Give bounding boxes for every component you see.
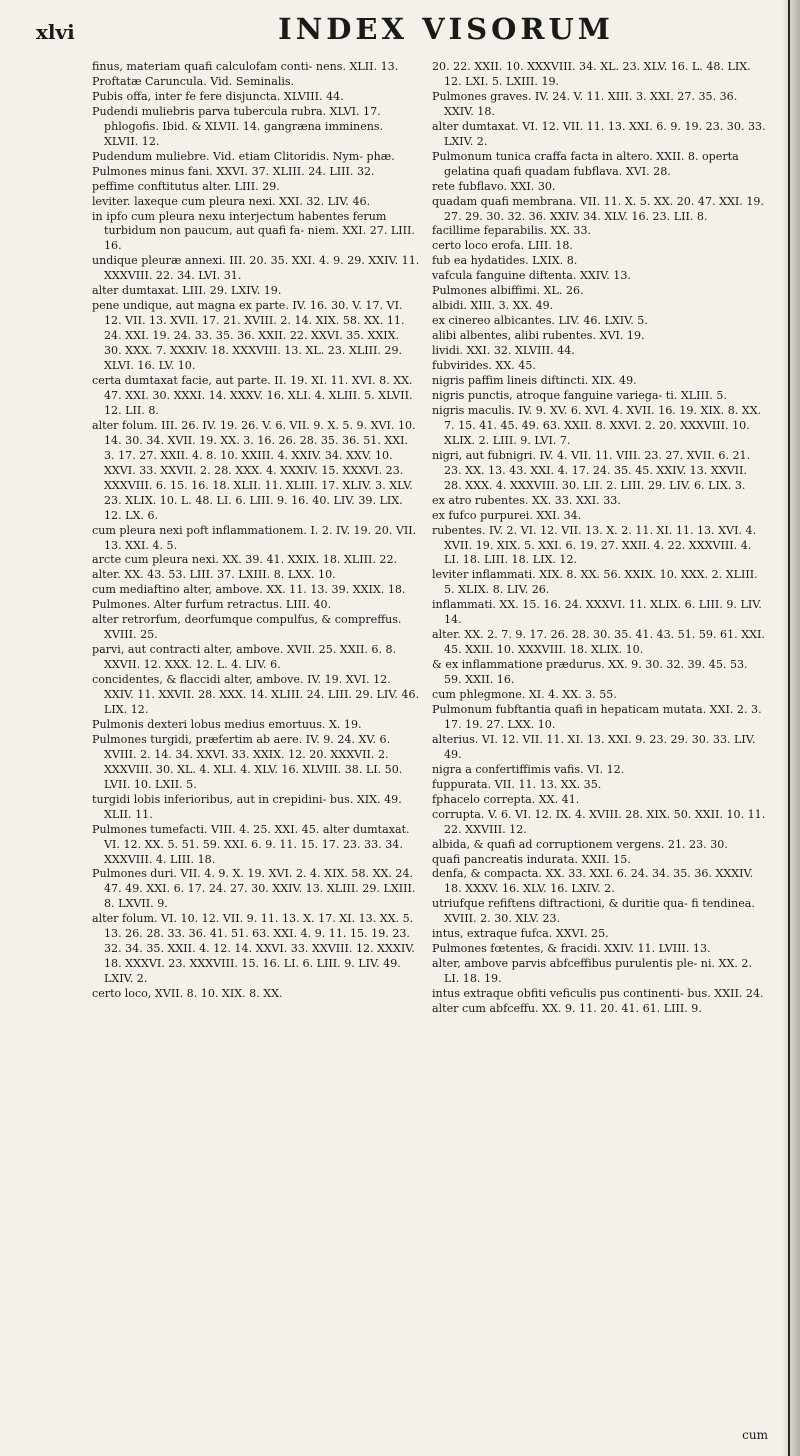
index-entry: cum phlegmone. XI. 4. XX. 3. 55. <box>432 688 617 702</box>
page-edge-shadow <box>782 0 800 1456</box>
index-entry: in ipfo cum pleura nexu interjectum habentes ferum turbidum non paucum, aut quafi fa- niem. XXI. 27. LIII. 16. <box>92 209 415 253</box>
index-entry: Pulmones fœtentes, & fracidi. XXIV. 11. LVIII. 13. <box>432 942 711 956</box>
page-number: xlvi <box>36 20 75 44</box>
index-entry: alter. XX. 2. 7. 9. 17. 26. 28. 30. 35. 41. 43. 51. 59. 61. XXI. 45. XXII. 10. XXXVIII. 18. XLIX. 10. <box>432 628 765 657</box>
index-entry: corrupta. V. 6. VI. 12. IX. 4. XVIII. 28. XIX. 50. XXII. 10. 11. 22. XXVIII. 12. <box>432 807 766 836</box>
index-entry: leviter inflammati. XIX. 8. XX. 56. XXIX. 10. XXX. 2. XLIII. 5. XLIX. 8. LIV. 26. <box>432 568 758 597</box>
index-entry: Pulmonum tunica craffa facta in altero. XXII. 8. operta gelatina quafi quadam fubflava. XVI. 28. <box>432 149 739 178</box>
index-entry: certo loco, XVII. 8. 10. XIX. 8. XX. <box>92 987 283 1001</box>
index-entry: Pulmones duri. VII. 4. 9. X. 19. XVI. 2. 4. XIX. 58. XX. 24. 47. 49. XXI. 6. 17. 24. 27. 30. XXIV. 13. XLIII. 29. LXIII. 8. LXVII. 9. <box>92 867 416 911</box>
right-column <box>432 60 768 1017</box>
page-edge-line <box>788 0 790 1456</box>
index-entry: cum pleura nexi poft inflammationem. I. 2. IV. 19. 20. VII. 13. XXI. 4. 5. <box>92 523 417 552</box>
index-entry: ex fufco purpurei. XXI. 34. <box>432 508 582 522</box>
index-entry: albidi. XIII. 3. XX. 49. <box>432 299 554 313</box>
index-entry: alter. XX. 43. 53. LIII. 37. LXIII. 8. LXX. 10. <box>92 568 336 582</box>
running-title: INDEX VISORUM <box>278 12 614 46</box>
index-entry: facillime feparabilis. XX. 33. <box>432 224 592 238</box>
index-entry: ex cinereo albicantes. LIV. 46. LXIV. 5. <box>432 314 648 328</box>
index-entry: Pudendum muliebre. Vid. etiam Clitoridis. Nym- phæ. <box>92 149 395 163</box>
index-entry: leviter. laxeque cum pleura nexi. XXI. 32. LIV. 46. <box>92 194 371 208</box>
index-entry: fphacelo correpta. XX. 41. <box>432 792 580 806</box>
index-entry: undique pleuræ annexi. III. 20. 35. XXI. 4. 9. 29. XXIV. 11. XXXVIII. 22. 34. LVI. 31. <box>92 254 420 283</box>
left-column <box>92 60 420 1002</box>
index-entry: nigris punctis, atroque fanguine variega- ti. XLIII. 5. <box>432 388 727 402</box>
index-entry: fub ea hydatides. LXIX. 8. <box>432 254 578 268</box>
index-entry: ex atro rubentes. XX. 33. XXI. 33. <box>432 493 621 507</box>
index-entry: Pulmones tumefacti. VIII. 4. 25. XXI. 45. alter dumtaxat. VI. 12. XX. 5. 51. 59. XXI. 6. 9. 11. 15. 17. 23. 33. 34. XXXVIII. 4. LIII. 18. <box>92 822 410 866</box>
index-entry: inflammati. XX. 15. 16. 24. XXXVI. 11. XLIX. 6. LIII. 9. LIV. 14. <box>432 598 762 627</box>
index-entry: Pubis offa, inter fe fere disjuncta. XLVIII. 44. <box>92 89 344 103</box>
index-entry: 20. 22. XXII. 10. XXXVIII. 34. XL. 23. XLV. 16. L. 48. LIX. 12. LXI. 5. LXIII. 19. <box>432 60 751 88</box>
index-entry: finus, materiam quafi calculofam conti- nens. XLII. 13. <box>92 60 399 73</box>
index-entry: lividi. XXI. 32. XLVIII. 44. <box>432 344 575 358</box>
index-entry: nigris maculis. IV. 9. XV. 6. XVI. 4. XVII. 16. 19. XIX. 8. XX. 7. 15. 41. 45. 49. 63. XXII. 8. XXVI. 2. 20. XXXVIII. 10. XLIX. 2. LIII. 9. LVI. 7. <box>432 403 762 447</box>
index-entry: parvi, aut contracti alter, ambove. XVII. 25. XXII. 6. 8. XXVII. 12. XXX. 12. L. 4. LIV. 6. <box>92 643 397 672</box>
index-entry: peffime conftitutus alter. LIII. 29. <box>92 179 280 193</box>
page-header <box>36 12 766 52</box>
index-entry: nigris paffim lineis diftincti. XIX. 49. <box>432 374 637 388</box>
index-entry: Pulmones albiffimi. XL. 26. <box>432 284 584 298</box>
index-entry: alter dumtaxat. VI. 12. VII. 11. 13. XXI. 6. 9. 19. 23. 30. 33. LXIV. 2. <box>432 119 766 148</box>
index-entry: nigri, aut fubnigri. IV. 4. VII. 11. VIII. 23. 27. XVII. 6. 21. 23. XX. 13. 43. XXI. 4. 17. 24. 35. 45. XXIV. 13. XXVII. 28. XXX. 4. XXXVIII. 30. LII. 2. LIII. 29. LIV. 6. LIX. 3. <box>432 448 751 492</box>
index-entry: intus, extraque fufca. XXVI. 25. <box>432 927 609 941</box>
index-entry: vafcula fanguine diftenta. XXIV. 13. <box>432 269 631 283</box>
index-entry: & ex inflammatione prædurus. XX. 9. 30. 32. 39. 45. 53. 59. XXII. 16. <box>432 658 748 687</box>
index-entry: fubvirides. XX. 45. <box>432 359 536 373</box>
index-entry: alter folum. VI. 10. 12. VII. 9. 11. 13. X. 17. XI. 13. XX. 5. 13. 26. 28. 33. 36. 41. 51. 63. XXI. 4. 9. 11. 15. 19. 23. 32. 34. 35. XXII. 4. 12. 14. XXVI. 33. XXVIII. 12. XXXIV. 18. XXXVI. 23. XXXVIII. 15. 16. LI. 6. LIII. 9. LIV. 49. LXIV. 2. <box>92 912 415 986</box>
index-entry: pene undique, aut magna ex parte. IV. 16. 30. V. 17. VI. 12. VII. 13. XVII. 17. 21. XVIII. 2. 14. XIX. 58. XX. 11. 24. XXI. 19. 24. 33. 35. 36. XXII. 22. XXVI. 35. XXIX. 30. XXX. 7. XXXIV. 18. XXXVIII. 13. XL. 23. XLIII. 29. XLVI. 16. LV. 10. <box>92 299 405 373</box>
index-entry: Pulmones graves. IV. 24. V. 11. XIII. 3. XXI. 27. 35. 36. XXIV. 18. <box>432 89 738 118</box>
index-entry: nigra a confertiffimis vafis. VI. 12. <box>432 762 625 776</box>
index-entry: rete fubflavo. XXI. 30. <box>432 179 556 193</box>
index-entry: quadam quafi membrana. VII. 11. X. 5. XX. 20. 47. XXI. 19. 27. 29. 30. 32. 36. XXIV. 34. XLV. 16. 23. LII. 8. <box>432 194 764 223</box>
index-entry: concidentes, & flaccidi alter, ambove. IV. 19. XVI. 12. XXIV. 11. XXVII. 28. XXX. 14. XLIII. 24. LIII. 29. LIV. 46. LIX. 12. <box>92 673 420 716</box>
index-entry: albida, & quafi ad corruptionem vergens. 21. 23. 30. <box>432 837 728 851</box>
index-entry: alterius. VI. 12. VII. 11. XI. 13. XXI. 9. 23. 29. 30. 33. LIV. 49. <box>432 732 756 761</box>
index-entry: rubentes. IV. 2. VI. 12. VII. 13. X. 2. 11. XI. 11. 13. XVI. 4. XVII. 19. XIX. 5. XXI. 6. 19. 27. XXII. 4. 22. XXXVIII. 4. LI. 18. LIII. 18. LIX. 12. <box>432 523 757 567</box>
index-entry: alter cum abfceffu. XX. 9. 11. 20. 41. 61. LIII. 9. <box>432 1002 702 1016</box>
index-entry: denfa, & compacta. XX. 33. XXI. 6. 24. 34. 35. 36. XXXIV. 18. XXXV. 16. XLV. 16. LXIV. 2. <box>432 867 754 896</box>
index-entry: Pudendi muliebris parva tubercula rubra. XLVI. 17. phlogofis. Ibid. & XLVII. 14. gangræna imminens. XLVII. 12. <box>92 104 384 148</box>
index-entry: Pulmones minus fani. XXVI. 37. XLIII. 24. LIII. 32. <box>92 164 375 178</box>
index-entry: turgidi lobis inferioribus, aut in crepidini- bus. XIX. 49. XLII. 11. <box>92 792 402 821</box>
index-entry: arcte cum pleura nexi. XX. 39. 41. XXIX. 18. XLIII. 22. <box>92 553 398 567</box>
index-entry: intus extraque obfiti veficulis pus continenti- bus. XXII. 24. <box>432 987 764 1001</box>
index-entry: utriufque refiftens diftractioni, & duritie qua- fi tendinea. XVIII. 2. 30. XLV. 23. <box>432 897 755 926</box>
index-entry: certa dumtaxat facie, aut parte. II. 19. XI. 11. XVI. 8. XX. 47. XXI. 30. XXXI. 14. XXXV. 16. XLI. 4. XLIII. 5. XLVII. 12. LII. 8. <box>92 374 413 417</box>
index-entry: Pulmones. Alter furfum retractus. LIII. 40. <box>92 598 332 612</box>
index-entry: fuppurata. VII. 11. 13. XX. 35. <box>432 777 602 791</box>
index-entry: Pulmonis dexteri lobus medius emortuus. X. 19. <box>92 717 362 731</box>
index-entry: Pulmonum fubftantia quafi in hepaticam mutata. XXI. 2. 3. 17. 19. 27. LXX. 10. <box>432 702 762 731</box>
index-entry: alter folum. III. 26. IV. 19. 26. V. 6. VII. 9. X. 5. 9. XVI. 10. 14. 30. 34. XVII. 19. XX. 3. 16. 26. 28. 35. 36. 51. XXI. 3. 17. 27. XXII. 4. 8. 10. XXIII. 4. XXIV. 34. XXV. 10. XXVI. 33. XXVII. 2. 28. XXX. 4. XXXIV. 15. XXXVI. 23. XXXVIII. 6. 15. 16. 18. XLII. 11. XLIII. 17. XLIV. 3. XLV. 23. XLIX. 10. L. 48. LI. 6. LIII. 9. 16. 40. LIV. 39. LIX. 12. LX. 6. <box>92 418 416 522</box>
index-entry: alter, ambove parvis abfceffibus purulentis ple- ni. XX. 2. LI. 18. 19. <box>432 957 752 986</box>
index-entry: alter retrorfum, deorfumque compulfus, & compreffus. XVIII. 25. <box>92 613 402 642</box>
index-entry: quafi pancreatis indurata. XXII. 15. <box>432 852 631 866</box>
catchword: cum <box>742 1428 768 1442</box>
index-entry: certo loco erofa. LIII. 18. <box>432 239 573 253</box>
index-entry: cum mediaftino alter, ambove. XX. 11. 13. 39. XXIX. 18. <box>92 583 406 597</box>
index-entry: alter dumtaxat. LIII. 29. LXIV. 19. <box>92 284 282 298</box>
index-entry: Proftatæ Caruncula. Vid. Seminalis. <box>92 74 295 88</box>
index-entry: alibi albentes, alibi rubentes. XVI. 19. <box>432 329 645 343</box>
index-entry: Pulmones turgidi, præfertim ab aere. IV. 9. 24. XV. 6. XVIII. 2. 14. 34. XXVI. 33. XXIX. 12. 20. XXXVII. 2. XXXVIII. 30. XL. 4. XLI. 4. XLV. 16. XLVIII. 38. LI. 50. LVII. 10. LXII. 5. <box>92 732 403 791</box>
